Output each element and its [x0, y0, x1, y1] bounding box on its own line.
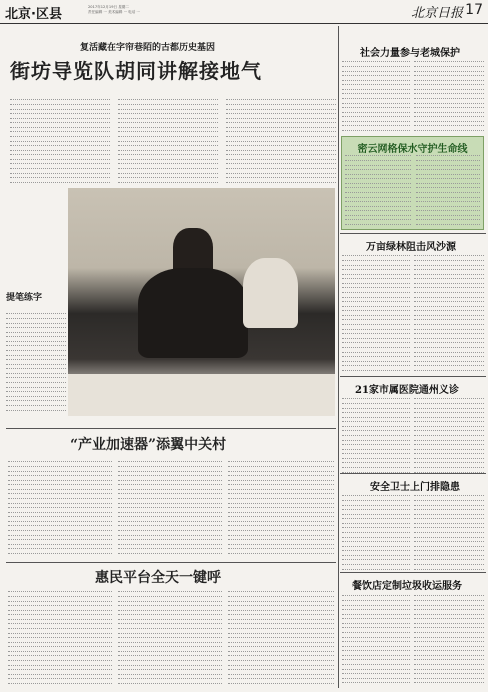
body-text-block: [228, 458, 334, 558]
dateline: 2017年12月19日 星期二: [88, 5, 129, 9]
text-line: [414, 366, 484, 370]
text-line: [342, 366, 410, 370]
text-line: [228, 680, 334, 684]
text-line: [6, 406, 66, 410]
photo-figure: [243, 258, 298, 328]
social-headline: 社会力量参与老城保护: [360, 48, 460, 59]
body-text-block: [118, 458, 222, 558]
text-line: [342, 127, 410, 131]
green-box-text: [345, 152, 411, 226]
text-line: [345, 221, 411, 225]
text-line: [414, 565, 484, 569]
main-kicker: 复活藏在字帘巷陌的古都历史基因: [80, 43, 216, 53]
green-feature-title: 密云网格保水守护生命线: [357, 144, 468, 155]
photo-figure: [138, 268, 248, 358]
masthead: [0, 0, 488, 24]
body-text-block: [226, 96, 336, 186]
text-line: [118, 680, 222, 684]
section-brand: 北京·区县: [5, 7, 62, 22]
body-text-block: [414, 492, 484, 572]
body-text-block: [118, 588, 222, 688]
hospital-headline: 21家市属医院通州义诊: [355, 385, 459, 396]
text-line: [8, 680, 112, 684]
green-box-text: [416, 152, 480, 226]
body-text-block: [342, 592, 410, 688]
section-divider: [340, 233, 486, 234]
kitchen-headline: 餐饮店定制垃圾收运服务: [352, 581, 462, 592]
sidebar-text-block: [6, 310, 66, 415]
text-line: [226, 178, 336, 182]
body-text-block: [342, 58, 410, 134]
text-line: [416, 221, 480, 225]
text-line: [118, 550, 222, 554]
section-divider: [340, 473, 486, 474]
section-divider: [6, 562, 336, 563]
main-photo: [68, 188, 335, 416]
page-number: 17: [465, 2, 483, 18]
text-line: [118, 178, 218, 182]
text-line: [414, 127, 484, 131]
text-line: [10, 178, 110, 182]
section-divider: [340, 376, 486, 377]
photo-table: [68, 374, 335, 416]
column-divider: [338, 26, 339, 688]
body-text-block: [342, 252, 410, 376]
main-headline: 街坊导览队胡同讲解接地气: [10, 59, 262, 83]
editor-line: 责任编辑 ··· 美术编辑 ··· 电话 ···: [88, 10, 140, 14]
body-text-block: [414, 592, 484, 688]
text-line: [414, 679, 484, 683]
section-divider: [6, 428, 336, 429]
body-text-block: [414, 58, 484, 134]
paper-name: 北京日报: [410, 6, 463, 21]
body-text-block: [118, 96, 218, 186]
text-line: [342, 679, 410, 683]
body-text-block: [414, 252, 484, 376]
body-text-block: [8, 458, 112, 558]
body-text-block: [10, 96, 110, 186]
body-text-block: [414, 395, 484, 475]
body-text-block: [342, 492, 410, 572]
text-line: [228, 550, 334, 554]
platform-headline: 惠民平台全天一键呼: [95, 570, 221, 586]
body-text-block: [228, 588, 334, 688]
industry-headline: “产业加速器”添翼中关村: [70, 437, 227, 453]
body-text-block: [8, 588, 112, 688]
text-line: [8, 550, 112, 554]
sidebar-title: 提笔练字: [6, 293, 43, 303]
safety-headline: 安全卫士上门排隐患: [370, 482, 460, 493]
section-divider: [340, 572, 486, 573]
text-line: [342, 565, 410, 569]
text-line: [342, 468, 410, 472]
text-line: [414, 468, 484, 472]
forest-headline: 万亩绿林阻击风沙源: [366, 242, 456, 253]
body-text-block: [342, 395, 410, 475]
